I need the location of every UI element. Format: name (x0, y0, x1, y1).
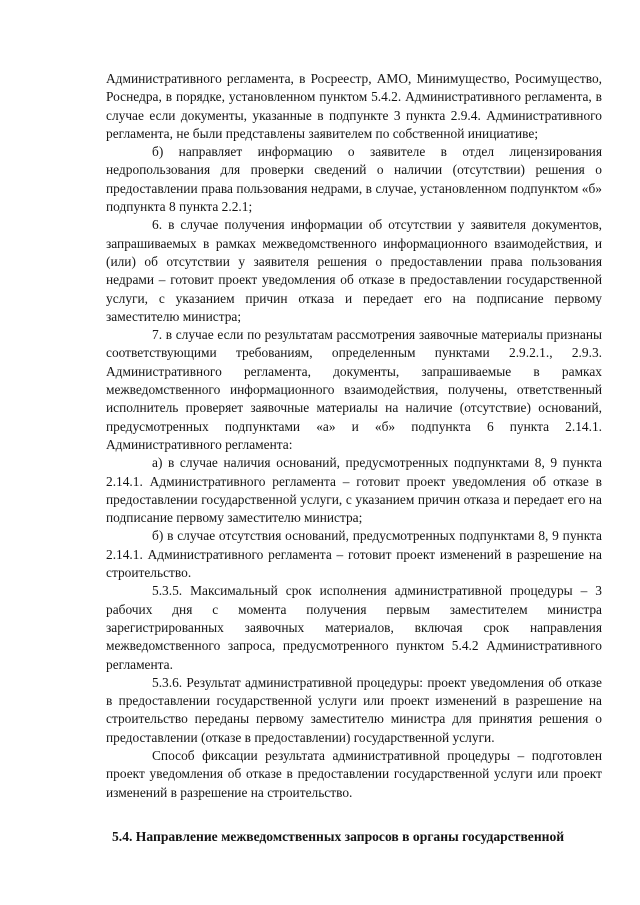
paragraph-5-3-5: 5.3.5. Максимальный срок исполнения административной процедуры – 3 рабочих дня с момента получения первым заместителем министра зарегистрированных заявочных материалов, включая срок направления межведомственного запроса, предусмотренного пунктом 5.4.2 Административного регламента. (106, 583, 602, 672)
document-body (106, 70, 602, 846)
section-heading: 5.4. Направление межведомственных запросов в органы государственной (112, 828, 565, 844)
paragraph-item-6: 6. в случае получения информации об отсутствии у заявителя документов, запрашиваемых в рамках межведомственного информационного взаимодействия, и (или) об отсутствии у заявителя решения о предоставлении права пользования недрами – готовит проект уведомления об отказе в предоставлении государственной услуги, с указанием причин отказа и передает его на подписание первому заместителю министра; (106, 217, 602, 324)
paragraph-subitem-b-2: б) в случае отсутствия оснований, предусмотренных подпунктами 8, 9 пункта 2.14.1. Административного регламента – готовит проект изменений в разрешение на строительство. (106, 528, 602, 581)
paragraph-item-7: 7. в случае если по результатам рассмотрения заявочные материалы признаны соответствующими требованиям, определенным пунктами 2.9.2.1., 2.9.3. Административного регламента, документы, запрашиваемые в рамках межведомственного информационного взаимодействия, получены, ответственный исполнитель проверяет заявочные материалы на наличие (отсутствие) оснований, предусмотренных подпунктами «а» и «б» подпункта 6 пункта 2.14.1. Административного регламента: (106, 327, 602, 452)
paragraph-continuation: Административного регламента, в Росреестр, АМО, Минимущество, Росимущество, Роснедра, в порядке, установленном пунктом 5.4.2. Административного регламента, в случае если документы, указанные в подпункте 3 пункта 2.9.4. Административного регламента, не были представлены заявителем по собственной инициативе; (106, 71, 602, 141)
paragraph-fixation-method: Способ фиксации результата административной процедуры – подготовлен проект уведомления об отказе в предоставлении государственной услуги или проект изменений в разрешение на строительство. (106, 747, 602, 800)
paragraph-subitem-a: а) в случае наличия оснований, предусмотренных подпунктами 8, 9 пункта 2.14.1. Административного регламента – готовит проект уведомления об отказе в предоставлении государственной услуги, с указанием причин отказа и передает его на подписание первому заместителю министра; (106, 455, 602, 526)
paragraph-subitem-b: б) направляет информацию о заявителе в отдел лицензирования недропользования для проверки сведений о наличии (отсутствии) решения о предоставлении права пользования недрами, в случае, установленном подпунктом «б» подпункта 8 пункта 2.2.1; (106, 144, 602, 215)
paragraph-5-3-6: 5.3.6. Результат административной процедуры: проект уведомления об отказе в предоставлении государственной услуги или проект изменений в разрешение на строительство переданы первому заместителю министра для принятия решения о предоставлении (отказе в предоставлении) государственной услуги. (106, 674, 602, 745)
